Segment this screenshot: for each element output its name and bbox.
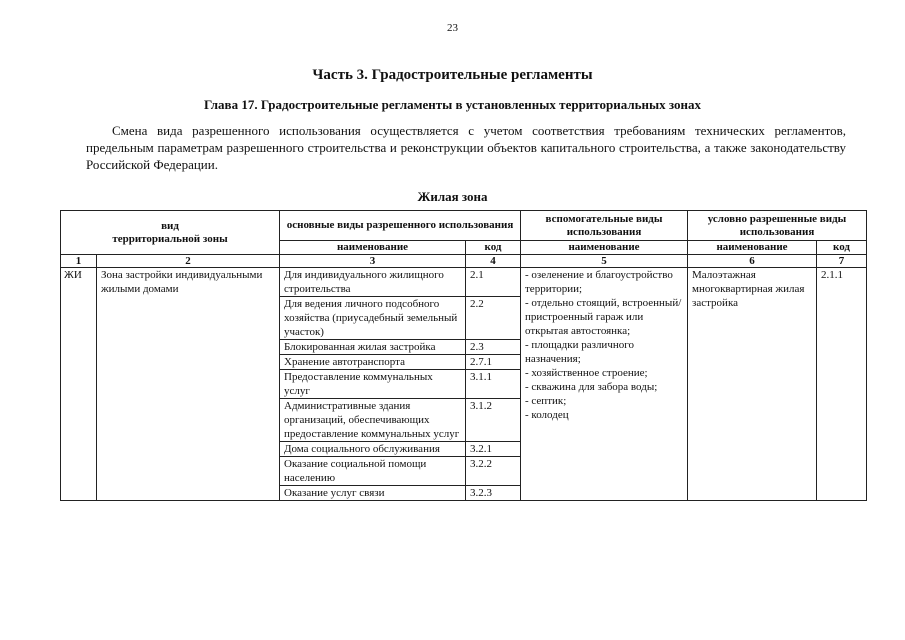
main-use-name: Оказание услуг связи	[280, 486, 466, 501]
header-aux-uses: вспомогательные виды использования	[521, 211, 688, 241]
column-number: 7	[817, 255, 867, 268]
header-cond-name: наименование	[688, 241, 817, 255]
main-use-code: 3.1.2	[466, 399, 521, 442]
aux-use-item: - хозяйственное строение;	[525, 367, 648, 379]
main-use-code: 2.3	[466, 340, 521, 355]
header-zone-type: вид территориальной зоны	[61, 211, 280, 255]
column-number: 3	[280, 255, 466, 268]
main-use-name: Для индивидуального жилищного строительства	[280, 268, 466, 297]
regulations-table	[60, 210, 867, 501]
column-number: 4	[466, 255, 521, 268]
intro-paragraph: Смена вида разрешенного использования осуществляется с учетом соответствия требованиям технических регламентов, предельным параметрам разрешенного строительства и реконструкции объектов капитального строительства, а также законодательству Российской Федерации.	[86, 123, 846, 172]
main-use-name: Административные здания организаций, обеспечивающих предоставление коммунальных услуг	[280, 399, 466, 442]
header-main-uses: основные виды разрешенного использования	[280, 211, 521, 241]
page-number: 23	[447, 22, 458, 34]
aux-use-item: - скважина для забора воды;	[525, 381, 658, 393]
column-number: 6	[688, 255, 817, 268]
aux-use-item: - озеленение и благоустройство территории;	[525, 269, 673, 295]
main-use-code: 3.2.3	[466, 486, 521, 501]
conditional-use-code: 2.1.1	[817, 268, 867, 501]
main-use-code: 2.1	[466, 268, 521, 297]
main-use-name: Предоставление коммунальных услуг	[280, 370, 466, 399]
zone-title: Жилая зона	[417, 189, 488, 204]
aux-use-item: - септик;	[525, 395, 567, 407]
zone-code: ЖИ	[61, 268, 97, 501]
header-cond-code: код	[817, 241, 867, 255]
main-use-name: Оказание социальной помощи населению	[280, 457, 466, 486]
chapter-title: Глава 17. Градостроительные регламенты в установленных территориальных зонах	[203, 97, 702, 112]
header-conditional-uses: условно разрешенные виды использования	[688, 211, 867, 241]
header-main-code: код	[466, 241, 521, 255]
aux-use-item: - отдельно стоящий, встроенный/пристроенный гараж или открытая автостоянка;	[525, 297, 682, 337]
main-use-code: 2.7.1	[466, 355, 521, 370]
part-title: Часть 3. Градостроительные регламенты	[312, 67, 593, 83]
main-use-code: 3.2.1	[466, 442, 521, 457]
main-use-code: 3.2.2	[466, 457, 521, 486]
aux-use-item: - колодец	[525, 409, 569, 421]
main-use-name: Блокированная жилая застройка	[280, 340, 466, 355]
main-use-name: Дома социального обслуживания	[280, 442, 466, 457]
main-use-code: 2.2	[466, 297, 521, 340]
aux-use-item: - площадки различного назначения;	[525, 339, 634, 365]
column-number: 2	[97, 255, 280, 268]
column-number: 1	[61, 255, 97, 268]
zone-name: Зона застройки индивидуальными жилыми домами	[97, 268, 280, 501]
header-aux-name: наименование	[521, 241, 688, 255]
aux-uses-list	[521, 268, 688, 501]
main-use-name: Для ведения личного подсобного хозяйства (приусадебный земельный участок)	[280, 297, 466, 340]
main-use-code: 3.1.1	[466, 370, 521, 399]
main-use-name: Хранение автотранспорта	[280, 355, 466, 370]
header-main-name: наименование	[280, 241, 466, 255]
column-number: 5	[521, 255, 688, 268]
conditional-use-name: Малоэтажная многоквартирная жилая застройка	[688, 268, 817, 501]
